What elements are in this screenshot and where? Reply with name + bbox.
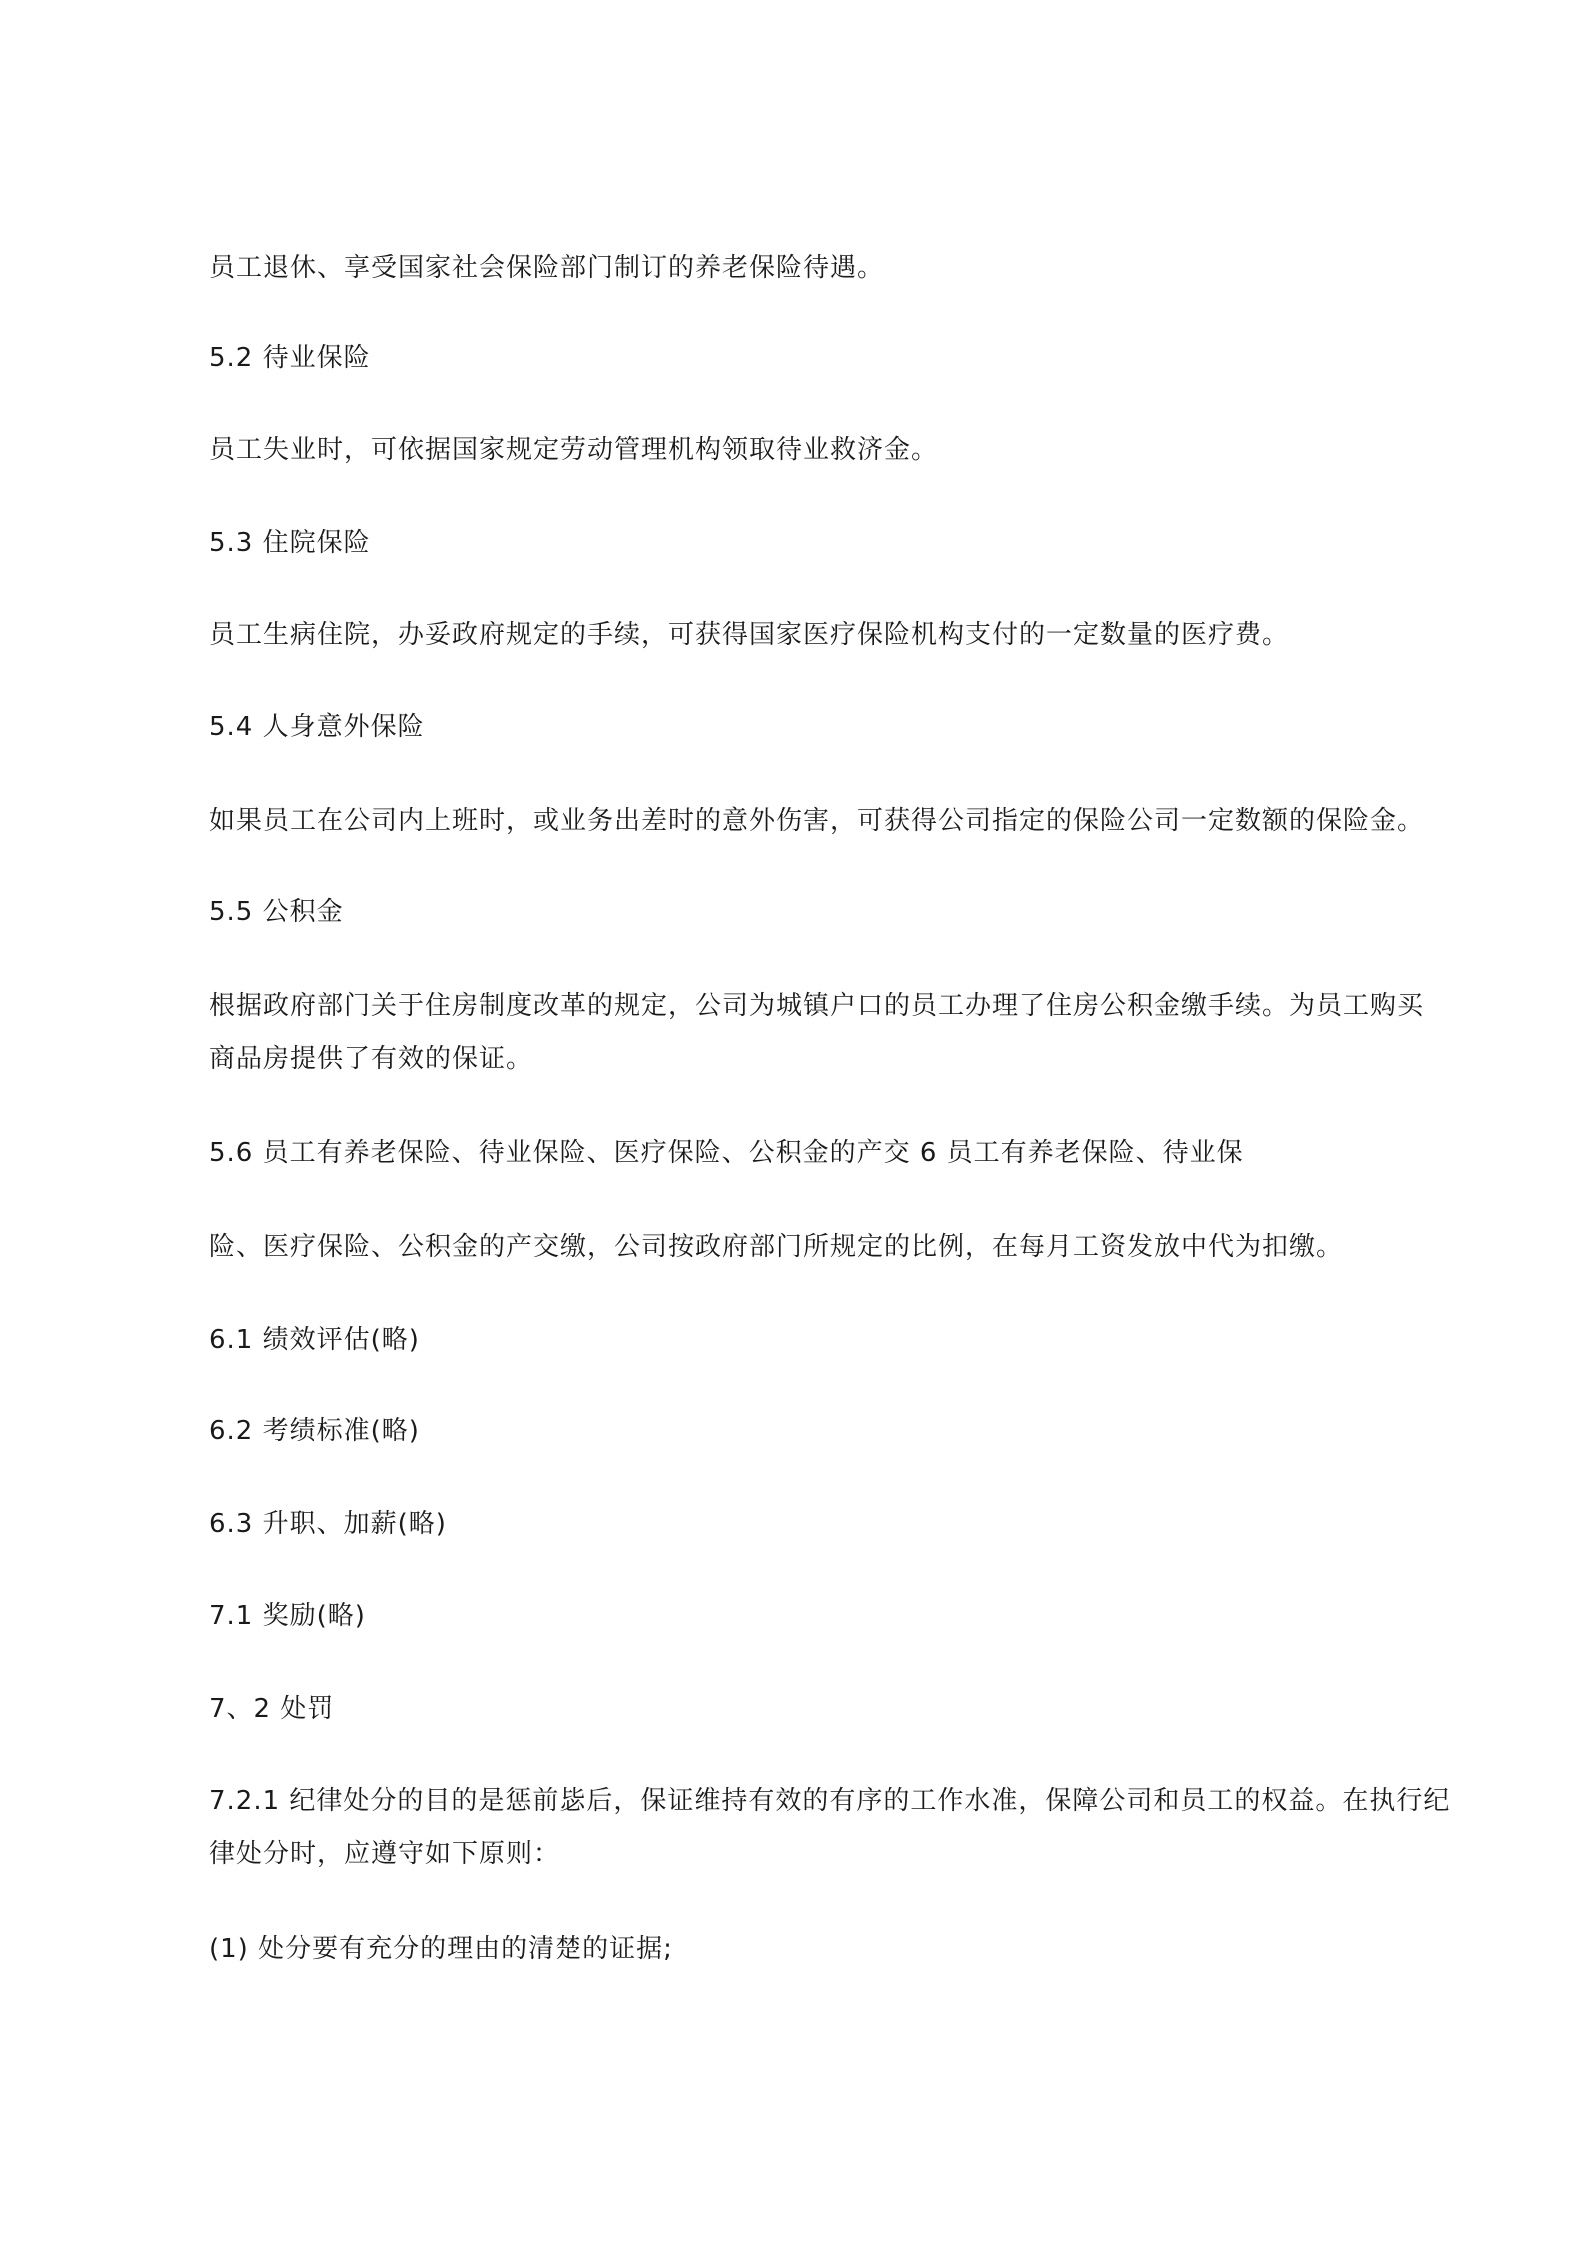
heading-7-1: 7.1 奖励(略) (209, 1601, 366, 1631)
heading-6-3: 6.3 升职、加薪(略) (209, 1509, 447, 1539)
heading-5-5: 5.5 公积金 (209, 897, 344, 927)
heading-6-2: 6.2 考绩标准(略) (209, 1416, 420, 1446)
paragraph-pension-benefit: 员工退休、享受国家社会保险部门制订的养老保险待遇。 (209, 253, 885, 283)
paragraph-housing-fund-line-2: 商品房提供了有效的保证。 (209, 1044, 534, 1074)
heading-5-2: 5.2 待业保险 (209, 343, 371, 373)
paragraph-7-2-1-line-2: 律处分时，应遵守如下原则： (209, 1839, 561, 1869)
heading-5-6: 5.6 员工有养老保险、待业保险、医疗保险、公积金的产交 6 员工有养老保险、待业保 (209, 1138, 1244, 1168)
list-item-1: (1) 处分要有充分的理由的清楚的证据; (209, 1934, 673, 1964)
heading-7-2: 7、2 处罚 (209, 1694, 335, 1724)
paragraph-deduction: 险、医疗保险、公积金的产交缴，公司按政府部门所规定的比例，在每月工资发放中代为扣缴。 (209, 1232, 1344, 1262)
paragraph-unemployment: 员工失业时，可依据国家规定劳动管理机构领取待业救济金。 (209, 435, 939, 465)
heading-5-4: 5.4 人身意外保险 (209, 712, 425, 742)
paragraph-housing-fund-line-1: 根据政府部门关于住房制度改革的规定，公司为城镇户口的员工办理了住房公积金缴手续。为员工购买 (209, 991, 1425, 1021)
paragraph-hospital: 员工生病住院，办妥政府规定的手续，可获得国家医疗保险机构支付的一定数量的医疗费。 (209, 620, 1290, 650)
heading-6-1: 6.1 绩效评估(略) (209, 1325, 420, 1355)
paragraph-accident: 如果员工在公司内上班时，或业务出差时的意外伤害，可获得公司指定的保险公司一定数额的保险金。 (209, 806, 1425, 836)
heading-5-3: 5.3 住院保险 (209, 528, 371, 558)
paragraph-7-2-1-line-1: 7.2.1 纪律处分的目的是惩前毖后，保证维持有效的有序的工作水准，保障公司和员工的权益。在执行纪 (209, 1786, 1451, 1816)
